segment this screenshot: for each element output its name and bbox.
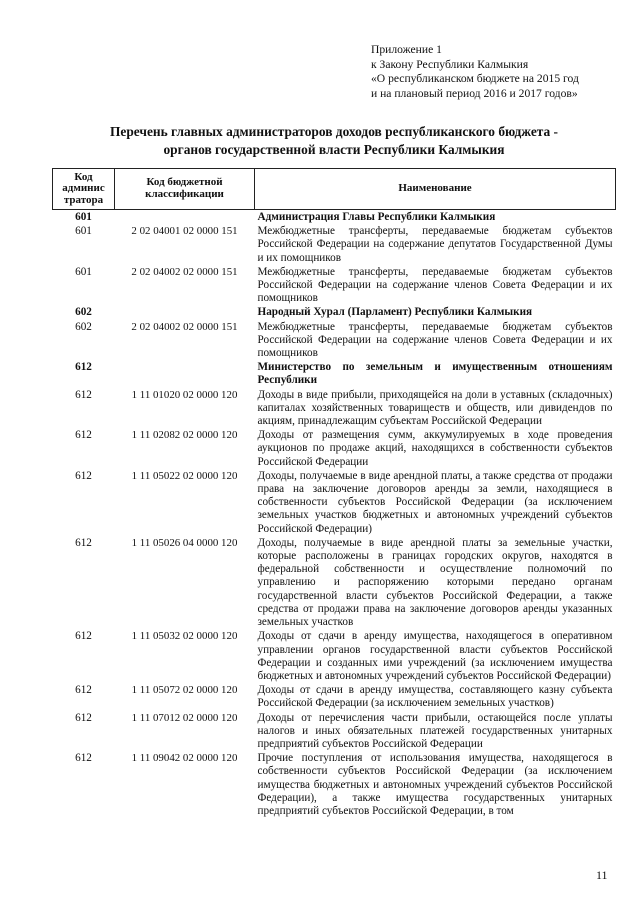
- table-row: [53, 683, 616, 710]
- admin-code: 601: [75, 225, 92, 238]
- appendix-note: [371, 43, 633, 101]
- revenue-name: Доходы от перечисления части прибыли, остающейся после уплаты налогов и иных обязательных платежей государственных унитарных предприятий субъектов Российской Федерации: [257, 711, 613, 750]
- table-row: [53, 305, 616, 319]
- budget-code: 2 02 04002 02 0000 151: [131, 320, 238, 333]
- budget-code: [115, 210, 255, 225]
- table-row: [53, 751, 616, 818]
- document-title: [60, 123, 608, 159]
- administrators-table: [52, 168, 616, 818]
- appendix-line: Приложение 1: [371, 43, 442, 56]
- table-row: [53, 360, 616, 387]
- revenue-name: Доходы, получаемые в виде арендной платы, а также средства от продажи права на заключение договоров аренды за земли, находящиеся в собственности субъектов Российской Федерации (за исключением земельных участков бюджетных и автономных учреждений субъектов Российской Федерации): [257, 469, 613, 535]
- budget-code: 1 11 05026 04 0000 120: [131, 536, 238, 549]
- revenue-name: Администрация Главы Республики Калмыкия: [257, 211, 496, 223]
- admin-code: 612: [75, 630, 92, 643]
- budget-code: 1 11 02082 02 0000 120: [131, 429, 238, 442]
- appendix-line: и на плановый период 2016 и 2017 годов»: [371, 86, 578, 100]
- table-header-row: [53, 169, 616, 210]
- admin-code: 612: [75, 684, 92, 697]
- revenue-name: Доходы от сдачи в аренду имущества, составляющего казну субъекта Российской Федерации (за исключением земельных участков): [257, 684, 613, 710]
- admin-code: 601: [75, 211, 92, 223]
- page-number: 11: [596, 868, 608, 882]
- budget-code: 1 11 01020 02 0000 120: [131, 388, 238, 401]
- revenue-name: Доходы от размещения сумм, аккумулируемых в ходе проведения аукционов по продаже акций, находящихся в собственности субъектов Российской Федерации: [257, 429, 613, 468]
- table-row: [53, 536, 616, 629]
- table-row: [53, 469, 616, 536]
- revenue-name: Межбюджетные трансферты, передаваемые бюджетам субъектов Российской Федерации на содержание членов Совета Федерации и их помощников: [257, 265, 613, 305]
- budget-code: [115, 360, 255, 387]
- header-name: Наименование: [255, 169, 616, 210]
- appendix-line: к Закону Республики Калмыкия: [371, 57, 529, 71]
- admin-code: 602: [75, 320, 92, 333]
- admin-code: 612: [75, 711, 92, 724]
- admin-code: 612: [75, 752, 92, 765]
- budget-code: 1 11 05032 02 0000 120: [131, 630, 238, 643]
- header-budget-code: Код бюджетной классификации: [115, 169, 255, 210]
- revenue-name: Народный Хурал (Парламент) Республики Калмыкия: [257, 306, 533, 319]
- admin-code: 612: [75, 361, 92, 374]
- table-row: [53, 210, 616, 225]
- title-line-2: органов государственной власти Республики Калмыкия: [163, 142, 505, 157]
- revenue-name: Доходы в виде прибыли, приходящейся на доли в уставных (складочных) капиталах хозяйственных товариществ и обществ, или дивидендов по акциям, принадлежащим субъектам Российской Федерации: [257, 388, 613, 428]
- revenue-name: Доходы, получаемые в виде арендной платы за земельные участки, которые расположены в границах городских округов, находятся в федеральной собственности и осуществление полномочий по управлению и распоряжению которыми передано органам государственной власти субъектов Российской Федерации, а также средства от продажи права на заключение договоров аренды указанных земельных участков: [257, 536, 613, 629]
- admin-code: 601: [75, 265, 92, 278]
- table-row: [53, 320, 616, 361]
- revenue-name: Министерство по земельным и имущественным отношениям Республики: [257, 361, 613, 387]
- budget-code: 2 02 04001 02 0000 151: [131, 225, 238, 238]
- title-line-1: Перечень главных администраторов доходов республиканского бюджета -: [109, 124, 559, 139]
- header-admin-code: Код админис тратора: [53, 169, 115, 210]
- budget-code: 1 11 05022 02 0000 120: [131, 469, 238, 482]
- table-row: [53, 629, 616, 683]
- revenue-name: Доходы от сдачи в аренду имущества, находящегося в оперативном управлении органов государственной власти субъектов Российской Федерации и созданных ими учреждений (за исключением имущества бюджетных и автономных учреждений субъектов Российской Федерации): [257, 630, 613, 682]
- table-row: [53, 265, 616, 306]
- table-row: [53, 711, 616, 752]
- budget-code: 1 11 09042 02 0000 120: [131, 752, 238, 765]
- revenue-name: Межбюджетные трансферты, передаваемые бюджетам субъектов Российской Федерации на содержание членов Совета Федерации и их помощников: [257, 320, 613, 360]
- revenue-name: Межбюджетные трансферты, передаваемые бюджетам субъектов Российской Федерации на содержание депутатов Государственной Думы и их помощников: [257, 225, 613, 264]
- admin-code: 602: [75, 306, 92, 319]
- appendix-line: «О республиканском бюджете на 2015 год: [371, 72, 579, 86]
- revenue-name: Прочие поступления от использования имущества, находящегося в собственности субъектов Российской Федерации (за исключением имущества бюджетных и автономных учреждений субъектов Российской Федерации), а также имущества государственных унитарных предприятий субъектов Российской Федерации, в том: [257, 752, 613, 817]
- table-row: [53, 224, 616, 265]
- table-row: [53, 388, 616, 429]
- admin-code: 612: [75, 536, 92, 549]
- admin-code: 612: [75, 469, 92, 482]
- budget-code: [115, 305, 255, 319]
- budget-code: 1 11 05072 02 0000 120: [131, 684, 238, 697]
- table-row: [53, 428, 616, 469]
- admin-code: 612: [75, 429, 92, 442]
- admin-code: 612: [75, 388, 92, 401]
- budget-code: 1 11 07012 02 0000 120: [131, 711, 238, 724]
- budget-code: 2 02 04002 02 0000 151: [131, 265, 238, 278]
